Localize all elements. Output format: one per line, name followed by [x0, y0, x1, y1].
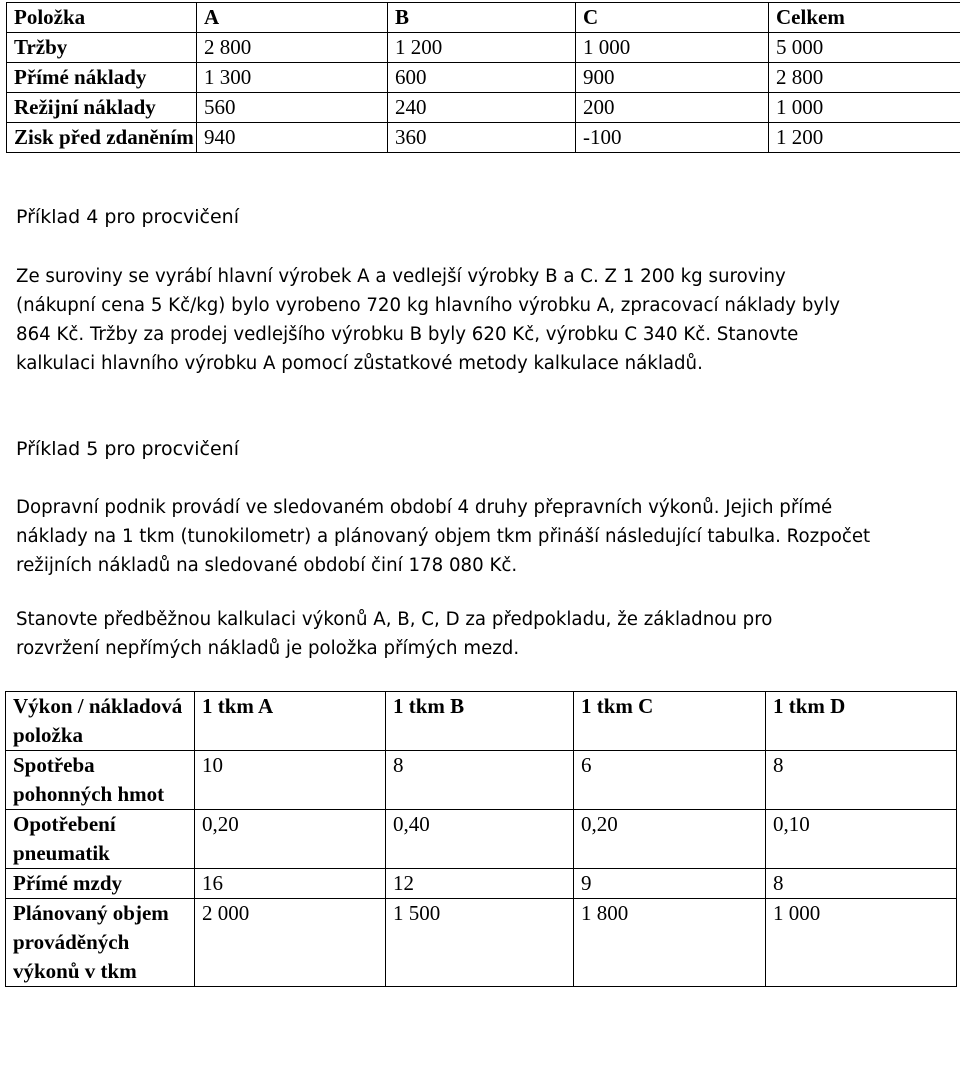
text-line: rozvržení nepřímých nákladů je položka přímých mezd.: [16, 638, 520, 659]
table1-row-label: Zisk před zdaněním: [7, 123, 197, 153]
table1-cell: 1 000: [769, 93, 960, 123]
table1-header-cell: Položka: [7, 3, 197, 33]
table1-cell: 2 800: [769, 63, 960, 93]
table2-header-cell: 1 tkm B: [386, 692, 574, 751]
table2-row-label: Plánovaný objem prováděných výkonů v tkm: [6, 899, 195, 987]
table1-cell: 5 000: [769, 33, 960, 63]
table2-header-row: [6, 692, 957, 751]
text-line: (nákupní cena 5 Kč/kg) bylo vyrobeno 720 kg hlavního výrobku A, zpracovací náklady byly: [16, 295, 840, 316]
table1-cell: 560: [197, 93, 388, 123]
table2-row: [6, 751, 957, 810]
example4-heading: Příklad 4 pro procvičení: [16, 206, 239, 228]
table1-row: [7, 33, 960, 63]
table1-cell: 200: [576, 93, 769, 123]
table1-row-label: Tržby: [7, 33, 197, 63]
table2-cell: 0,40: [386, 810, 574, 869]
table1-header-cell: A: [197, 3, 388, 33]
table2-row-label: Spotřeba pohonných hmot: [6, 751, 195, 810]
table2-cell: 10: [195, 751, 386, 810]
table2-cell: 2 000: [195, 899, 386, 987]
table2-cell: 16: [195, 869, 386, 899]
table2-row: [6, 869, 957, 899]
example4-text: [16, 262, 956, 378]
table2-header-cell: 1 tkm D: [766, 692, 957, 751]
table2-cell: 1 500: [386, 899, 574, 987]
table2-row: [6, 899, 957, 987]
table1-row: [7, 93, 960, 123]
example5-paragraph-1: [16, 493, 956, 580]
table1-cell: 360: [388, 123, 576, 153]
table1-cell: 1 200: [388, 33, 576, 63]
text-line: náklady na 1 tkm (tunokilometr) a plánovaný objem tkm přináší následující tabulka. Rozpočet: [16, 526, 871, 547]
table1-header-cell: B: [388, 3, 576, 33]
table1-row: [7, 63, 960, 93]
table2-cell: 0,10: [766, 810, 957, 869]
text-line: Ze suroviny se vyrábí hlavní výrobek A a vedlejší výrobky B a C. Z 1 200 kg suroviny: [16, 266, 786, 287]
table1-cell: 1 300: [197, 63, 388, 93]
table2-cell: 0,20: [574, 810, 766, 869]
text-line: kalkulaci hlavního výrobku A pomocí zůstatkové metody kalkulace nákladů.: [16, 353, 703, 374]
table1-header-cell: C: [576, 3, 769, 33]
transport-costs-table: [5, 691, 957, 987]
table1-row-label: Přímé náklady: [7, 63, 197, 93]
text-line: Dopravní podnik provádí ve sledovaném období 4 druhy přepravních výkonů. Jejich přímé: [16, 497, 833, 518]
table1-cell: -100: [576, 123, 769, 153]
table1-cell: 600: [388, 63, 576, 93]
table2-header-cell: Výkon / nákladová položka: [6, 692, 195, 751]
table1-cell: 1 200: [769, 123, 960, 153]
table2-cell: 12: [386, 869, 574, 899]
example5-heading: Příklad 5 pro procvičení: [16, 438, 239, 460]
table2-cell: 1 000: [766, 899, 957, 987]
table1-header-row: [7, 3, 960, 33]
table1-cell: 1 000: [576, 33, 769, 63]
table2-cell: 8: [766, 751, 957, 810]
table2-cell: 1 800: [574, 899, 766, 987]
table2-header-cell: 1 tkm A: [195, 692, 386, 751]
example5-paragraph-2: [16, 605, 956, 663]
table2-row-label: Přímé mzdy: [6, 869, 195, 899]
table1-cell: 900: [576, 63, 769, 93]
table2-cell: 6: [574, 751, 766, 810]
table1-cell: 940: [197, 123, 388, 153]
table1-cell: 2 800: [197, 33, 388, 63]
table2-header-cell: 1 tkm C: [574, 692, 766, 751]
table2-row: [6, 810, 957, 869]
table1-cell: 240: [388, 93, 576, 123]
table1-header-cell: Celkem: [769, 3, 960, 33]
table2-row-label: Opotřebení pneumatik: [6, 810, 195, 869]
table1-row: [7, 123, 960, 153]
table1-row-label: Režijní náklady: [7, 93, 197, 123]
table2-cell: 9: [574, 869, 766, 899]
text-line: režijních nákladů na sledované období činí 178 080 Kč.: [16, 555, 518, 576]
text-line: Stanovte předběžnou kalkulaci výkonů A, B, C, D za předpokladu, že základnou pro: [16, 609, 773, 630]
text-line: 864 Kč. Tržby za prodej vedlejšího výrobku B byly 620 Kč, výrobku C 340 Kč. Stanovte: [16, 324, 799, 345]
table2-cell: 8: [386, 751, 574, 810]
overhead-allocation-table: [6, 2, 960, 153]
table2-cell: 8: [766, 869, 957, 899]
table2-cell: 0,20: [195, 810, 386, 869]
